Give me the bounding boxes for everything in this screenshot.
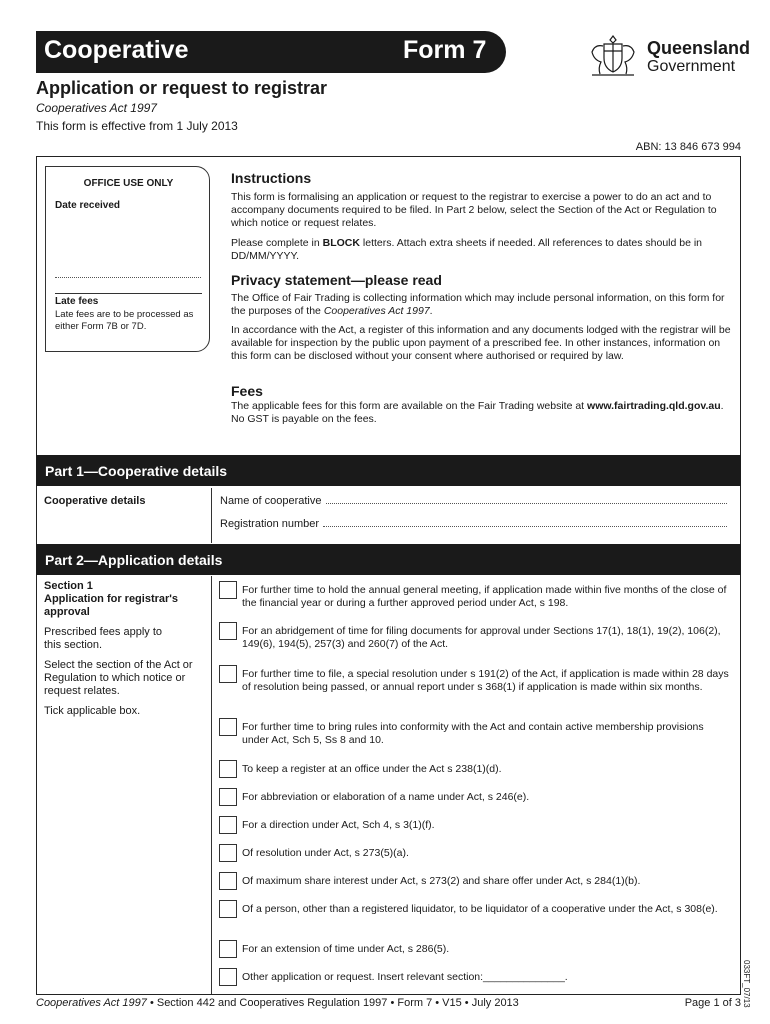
fees-section [231,383,734,426]
instructions-paragraph-2: Please complete in BLOCK letters. Attach extra sheets if needed. All references to dates should be in DD/MM/YYYY. [231,237,703,262]
part2-header: Part 2—Application details [36,544,741,575]
part1-header: Part 1—Cooperative details [36,455,741,486]
footer-reference: Cooperatives Act 1997 • Section 442 and Cooperatives Regulation 1997 • Form 7 • V15 • July 2013 [36,997,519,1009]
option-checkbox[interactable] [219,968,237,986]
instructions-heading: Instructions [231,170,312,186]
option-checkbox[interactable] [219,718,237,736]
form-title: Cooperative [44,36,189,64]
tick-note: Tick applicable box. [44,705,141,717]
form-title-banner [36,31,506,73]
page-footer [36,997,741,1009]
queensland-crest-icon [588,32,638,78]
select-section-note: Select the section of the Act or Regulation to which notice or request relates. [44,659,193,697]
fair-trading-link[interactable]: www.fairtrading.qld.gov.au [587,400,721,412]
prescribed-fees-note: Prescribed fees apply to this section. [44,626,163,651]
page-number: Page 1 of 3 [684,997,741,1009]
option-checkbox[interactable] [219,940,237,958]
option-checkbox[interactable] [219,816,237,834]
option-checkbox[interactable] [219,665,237,683]
gov-name-line2: Government [647,58,736,75]
option-checkbox[interactable] [219,844,237,862]
date-received-label: Date received [55,200,121,211]
date-received-line [55,277,201,278]
late-fees-text: Late fees are to be processed as either Form 7B or 7D. [55,309,194,332]
privacy-section [231,272,734,363]
gov-name-line1: Queensland [647,38,751,58]
section1-label: Section 1 [44,580,93,592]
office-use-title: OFFICE USE ONLY [83,178,174,189]
option-checkbox[interactable] [219,622,237,640]
option-checkbox[interactable] [219,872,237,890]
effective-date: This form is effective from 1 July 2013 [36,119,238,133]
part2-divider [211,576,212,994]
fees-paragraph: The applicable fees for this form are available on the Fair Trading website at www.fairtrading.qld.gov.au. No GST is payable on the fees. [231,400,724,425]
cooperative-details-label: Cooperative details [44,495,146,507]
privacy-paragraph-2: In accordance with the Act, a register of this information and any documents lodged with the registrar will be available for inspection by the public upon payment of a prescribed fee. In other instances, information on this form can be disclosed without your consent where authorised or required by law. [231,324,731,362]
section1-info [44,580,206,718]
part1-divider [211,488,212,543]
privacy-heading: Privacy statement—please read [231,272,442,288]
fees-heading: Fees [231,383,263,399]
office-divider [55,293,202,294]
late-fees-label: Late fees [55,296,99,307]
instructions-section [231,170,734,263]
option-checkbox[interactable] [219,581,237,599]
form-subtitle: Application or request to registrar [36,78,328,98]
act-reference: Cooperatives Act 1997 [36,101,157,115]
form-number: Form 7 [403,36,487,64]
abn-number: ABN: 13 846 673 994 [635,141,741,153]
side-form-code: 033FT_07/13 [742,960,751,1008]
section1-title: Application for registrar's approval [44,593,179,618]
option-checkbox[interactable] [219,788,237,806]
registration-number-field[interactable]: Registration number [220,518,727,530]
office-use-box [45,166,210,352]
option-checkbox[interactable] [219,900,237,918]
cooperative-name-field[interactable]: Name of cooperative [220,495,727,507]
instructions-paragraph-1: This form is formalising an application or request to the registrar to exercise a power to do an act and to accompany documents required to be filed. In Part 2 below, select the Section of the Act or Regulation to which notice or request relates. [231,191,717,229]
option-checkbox[interactable] [219,760,237,778]
privacy-paragraph-1: The Office of Fair Trading is collecting information which may include personal information, on this form for the purposes of the Cooperatives Act 1997. [231,292,725,317]
